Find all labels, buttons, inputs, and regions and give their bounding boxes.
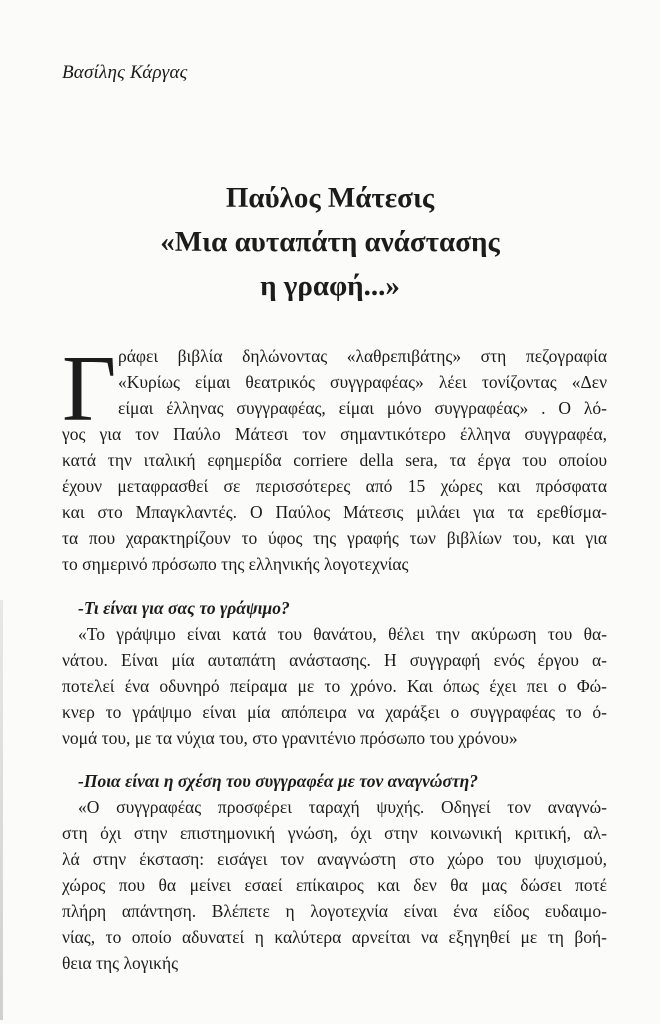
- title-line-3: η γραφή...»: [260, 270, 400, 302]
- answer-line: πλήρη απάντηση. Βλέπετε η λογοτεχνία είναι ένα είδος ευδαιμο-: [62, 901, 607, 921]
- drop-cap-letter: Γ: [62, 337, 117, 441]
- qa-section-1: [62, 595, 607, 751]
- answer-line: κνερ το γράψιμο είναι μία απόπειρα να χαράξει ο συγγραφέας το ό-: [62, 702, 607, 722]
- intro-line: είμαι έλληνας συγγραφέας, είμαι μόνο συγγραφέας» . Ο λό-: [118, 398, 607, 418]
- interview-answer: [62, 621, 607, 751]
- answer-line: λά στην έκσταση: εισάγει τον αναγνώστη στο χώρο του ψυχισμού,: [62, 849, 607, 869]
- interview-answer: [62, 794, 607, 976]
- answer-line: νομά του, με τα νύχια του, στο γρανιτένιο πρόσωπο του χρόνου»: [62, 728, 518, 748]
- intro-line: έχουν μεταφρασθεί σε περισσότερες από 15 χώρες και πρόσφατα: [62, 476, 607, 496]
- answer-line: «Το γράψιμο είναι κατά του θανάτου, θέλει την ακύρωση του θα-: [78, 624, 607, 644]
- intro-line: γος για τον Παύλο Μάτεσι τον σημαντικότερο έλληνα συγγραφέα,: [62, 424, 607, 444]
- article-title: [0, 176, 660, 308]
- title-line-1: Παύλος Μάτεσις: [225, 182, 435, 214]
- intro-line: το σημερινό πρόσωπο της ελληνικής λογοτεχνίας: [62, 554, 409, 574]
- title-line-2: «Μια αυταπάτη ανάστασης: [160, 226, 500, 258]
- intro-line: και στο Μπαγκλαντές. Ο Παύλος Μάτεσις μιλάει για τα ερεθίσμα-: [62, 502, 607, 522]
- answer-line: νίας, το οποίο αδυνατεί η καλύτερα αρνείται να εξηγηθεί με τη βοή-: [62, 927, 607, 947]
- intro-line: «Κυρίως είμαι θεατρικός συγγραφέας» λέει τονίζοντας «Δεν: [118, 372, 607, 392]
- intro-line: κατά την ιταλική εφημερίδα corriere della sera, τα έργα του οποίου: [62, 450, 607, 470]
- answer-line: χώρος που θα μείνει εσαεί επίκαιρος και δεν θα μας δώσει ποτέ: [62, 875, 607, 895]
- answer-line: ποτελεί ένα οδυνηρό πείραμα με το χρόνο. Και όπως έχει πει ο Φώ-: [62, 676, 607, 696]
- intro-paragraph: [62, 337, 607, 577]
- answer-line: στη όχι στην επιστημονική γνώση, όχι στην κοινωνική κριτική, αλ-: [62, 823, 607, 843]
- interview-question: -Τι είναι για σας το γράψιμο?: [78, 598, 290, 618]
- intro-line: τα που χαρακτηρίζουν το ύφος της γραφής των βιβλίων του, και για: [62, 528, 607, 548]
- intro-line: ράφει βιβλία δηλώνοντας «λαθρεπιβάτης» στη πεζογραφία: [118, 346, 607, 366]
- qa-section-2: [62, 768, 607, 976]
- answer-line: νάτου. Είναι μία αυταπάτη ανάστασης. Η συγγραφή ενός έργου α-: [62, 650, 607, 670]
- answer-line: θεια της λογικής: [62, 953, 179, 973]
- page-edge-shadow: [0, 600, 3, 1020]
- running-head-author: Βασίλης Κάργας: [62, 62, 188, 83]
- interview-question: -Ποια είναι η σχέση του συγγραφέα με τον αναγνώστη?: [78, 771, 479, 791]
- answer-line: «Ο συγγραφέας προσφέρει ταραχή ψυχής. Οδηγεί τον αναγνώ-: [78, 797, 607, 817]
